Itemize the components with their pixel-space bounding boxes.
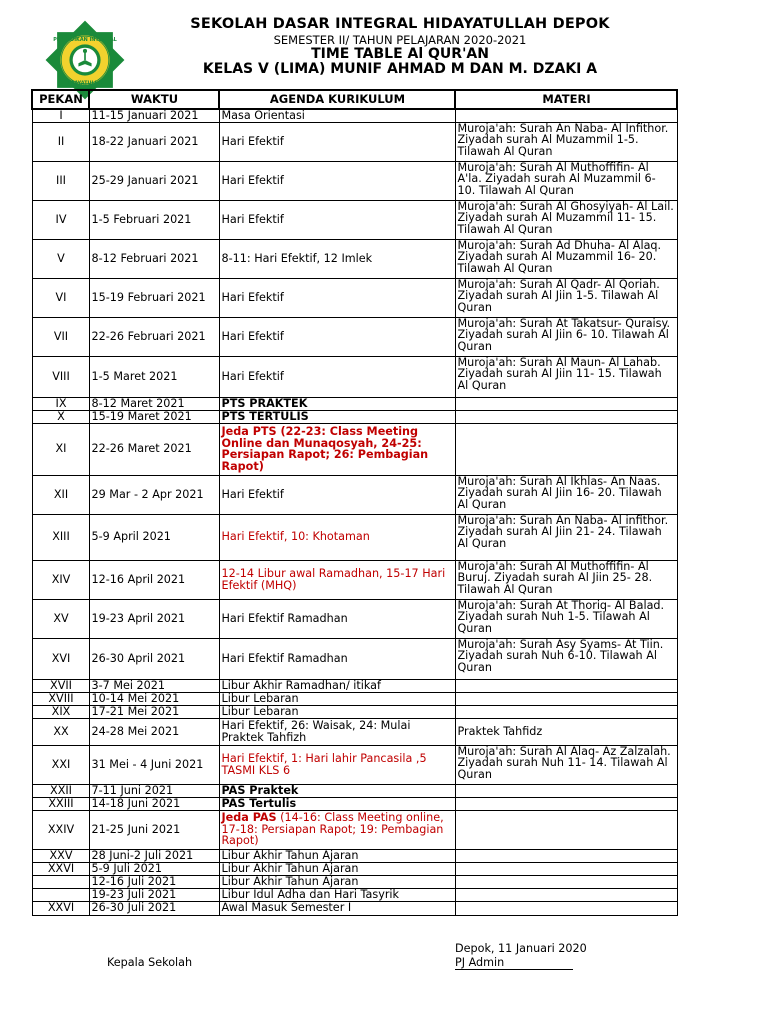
waktu-cell: 22-26 Februari 2021 — [89, 317, 219, 356]
agenda-cell: Hari Efektif, 10: Khotaman — [219, 514, 455, 560]
agenda-cell: Libur Akhir Tahun Ajaran — [219, 862, 455, 875]
waktu-cell: 26-30 Juli 2021 — [89, 901, 219, 915]
agenda-cell: Hari Efektif Ramadhan — [219, 638, 455, 679]
waktu-cell: 21-25 Juni 2021 — [89, 810, 219, 849]
table-row — [32, 862, 677, 875]
agenda-bold-prefix: Jeda PAS — [221, 811, 277, 825]
logo-text-top: PENDIDIKAN INTEGRAL — [53, 37, 117, 44]
pekan-cell: XXVI — [32, 862, 89, 875]
agenda-cell: Jeda PTS (22-23: Class Meeting Online dan Munaqosyah, 24-25: Persiapan Rapot; 26: Pembagian Rapot) — [219, 423, 455, 475]
materi-cell — [455, 109, 677, 122]
pekan-cell: VI — [32, 278, 89, 317]
semester-line: SEMESTER II/ TAHUN PELAJARAN 2020-2021 — [273, 33, 527, 47]
table-row — [32, 317, 677, 356]
waktu-cell: 29 Mar - 2 Apr 2021 — [89, 475, 219, 514]
waktu-cell: 28 Juni-2 Juli 2021 — [89, 849, 219, 862]
materi-cell: Praktek Tahfidz — [455, 718, 677, 745]
agenda-cell: Hari Efektif Ramadhan — [219, 599, 455, 638]
pekan-cell: II — [32, 122, 89, 161]
table-row — [32, 692, 677, 705]
materi-cell: Muroja'ah: Surah Al Maun- Al Lahab. Ziyadah surah Al Jiin 11- 15. Tilawah Al Quran — [455, 356, 677, 397]
waktu-cell: 31 Mei - 4 Juni 2021 — [89, 745, 219, 784]
table-row — [32, 638, 677, 679]
agenda-cell: Libur Lebaran — [219, 692, 455, 705]
materi-cell — [455, 679, 677, 692]
materi-cell — [455, 784, 677, 797]
waktu-cell: 5-9 April 2021 — [89, 514, 219, 560]
agenda-cell: Hari Efektif — [219, 356, 455, 397]
pekan-cell: XVIII — [32, 692, 89, 705]
table-header-row — [32, 90, 677, 109]
waktu-cell: 1-5 Maret 2021 — [89, 356, 219, 397]
agenda-cell: Hari Efektif — [219, 200, 455, 239]
column-header-agenda: AGENDA KURIKULUM — [219, 90, 455, 109]
agenda-cell: Hari Efektif — [219, 122, 455, 161]
agenda-cell: Hari Efektif — [219, 161, 455, 200]
waktu-cell: 12-16 Juli 2021 — [89, 875, 219, 888]
pekan-cell: XVI — [32, 638, 89, 679]
agenda-cell: Libur Idul Adha dan Hari Tasyrik — [219, 888, 455, 901]
pekan-cell: XXII — [32, 784, 89, 797]
table-row — [32, 849, 677, 862]
materi-cell: Muroja'ah: Surah Ad Dhuha- Al Alaq. Ziyadah surah Al Muzammil 16- 20. Tilawah Al Quran — [455, 239, 677, 278]
waktu-cell: 26-30 April 2021 — [89, 638, 219, 679]
table-row — [32, 901, 677, 915]
materi-cell: Muroja'ah: Surah Al Muthoffifin- Al Buruj. Ziyadah surah Al Jiin 25- 28. Tilawah Al Quran — [455, 560, 677, 599]
pekan-cell — [32, 875, 89, 888]
column-header-materi: MATERI — [455, 90, 677, 109]
pekan-cell: XVII — [32, 679, 89, 692]
pekan-cell: XXV — [32, 849, 89, 862]
pekan-cell: IX — [32, 397, 89, 410]
materi-cell — [455, 810, 677, 849]
pekan-cell: XV — [32, 599, 89, 638]
waktu-cell: 14-18 Juni 2021 — [89, 797, 219, 810]
table-row — [32, 888, 677, 901]
signature-admin-label: PJ Admin — [455, 956, 573, 970]
agenda-cell: Hari Efektif — [219, 317, 455, 356]
waktu-cell: 19-23 Juli 2021 — [89, 888, 219, 901]
pekan-cell: XXIV — [32, 810, 89, 849]
table-row — [32, 718, 677, 745]
pekan-cell: XII — [32, 475, 89, 514]
agenda-cell: Hari Efektif, 1: Hari lahir Pancasila ,5 TASMI KLS 6 — [219, 745, 455, 784]
materi-cell: Muroja'ah: Surah An Naba- Al Infithor. Ziyadah surah Al Muzammil 1-5. Tilawah Al Quran — [455, 122, 677, 161]
materi-cell: Muroja'ah: Surah Al Qadr- Al Qoriah. Ziyadah surah Al Jiin 1-5. Tilawah Al Quran — [455, 278, 677, 317]
materi-cell: Muroja'ah: Surah Al Muthoffifin- Al A'la. Ziyadah surah Al Muzammil 6- 10. Tilawah Al Quran — [455, 161, 677, 200]
table-row — [32, 397, 677, 410]
logo-text-bottom: HIDAYATULLAH — [64, 80, 106, 87]
agenda-cell: 12-14 Libur awal Ramadhan, 15-17 Hari Efektif (MHQ) — [219, 560, 455, 599]
table-row — [32, 109, 677, 122]
materi-cell — [455, 862, 677, 875]
table-row — [32, 239, 677, 278]
table-row — [32, 356, 677, 397]
agenda-cell: 8-11: Hari Efektif, 12 Imlek — [219, 239, 455, 278]
waktu-cell: 12-16 April 2021 — [89, 560, 219, 599]
pekan-cell: XX — [32, 718, 89, 745]
waktu-cell: 18-22 Januari 2021 — [89, 122, 219, 161]
agenda-detail: (14-16: Class Meeting online, 17-18: Persiapan Rapot; 19: Pembagian Rapot) — [221, 811, 444, 848]
agenda-cell: Libur Akhir Ramadhan/ itikaf — [219, 679, 455, 692]
class-line: KELAS V (LIMA) MUNIF AHMAD M DAN M. DZAKI A — [202, 61, 598, 77]
agenda-cell: Libur Akhir Tahun Ajaran — [219, 875, 455, 888]
agenda-cell — [219, 810, 455, 849]
materi-cell — [455, 797, 677, 810]
column-header-waktu: WAKTU — [89, 90, 219, 109]
agenda-cell: PTS PRAKTEK — [219, 397, 455, 410]
waktu-cell: 5-9 Juli 2021 — [89, 862, 219, 875]
waktu-cell: 15-19 Februari 2021 — [89, 278, 219, 317]
table-row — [32, 705, 677, 718]
table-row — [32, 514, 677, 560]
column-header-pekan: PEKAN — [32, 90, 89, 109]
pekan-cell: XXVI — [32, 901, 89, 915]
table-row — [32, 475, 677, 514]
waktu-cell: 19-23 April 2021 — [89, 599, 219, 638]
school-name: SEKOLAH DASAR INTEGRAL HIDAYATULLAH DEPOK — [190, 16, 610, 32]
table-row — [32, 599, 677, 638]
pekan-cell: XI — [32, 423, 89, 475]
waktu-cell: 11-15 Januari 2021 — [89, 109, 219, 122]
pekan-cell: X — [32, 410, 89, 423]
materi-cell: Muroja'ah: Surah Asy Syams- At Tiin. Ziyadah surah Nuh 6-10. Tilawah Al Quran — [455, 638, 677, 679]
pekan-cell: XXIII — [32, 797, 89, 810]
pekan-cell — [32, 888, 89, 901]
table-row — [32, 423, 677, 475]
waktu-cell: 7-11 Juni 2021 — [89, 784, 219, 797]
table-row — [32, 122, 677, 161]
materi-cell — [455, 849, 677, 862]
agenda-cell: Hari Efektif — [219, 475, 455, 514]
agenda-cell: Masa Orientasi — [219, 109, 455, 122]
materi-cell — [455, 888, 677, 901]
pekan-cell: XIII — [32, 514, 89, 560]
agenda-cell: PAS Praktek — [219, 784, 455, 797]
pekan-cell: XIV — [32, 560, 89, 599]
table-row — [32, 875, 677, 888]
pekan-cell: I — [32, 109, 89, 122]
agenda-cell: Hari Efektif, 26: Waisak, 24: Mulai Praktek Tahfizh — [219, 718, 455, 745]
materi-cell: Muroja'ah: Surah Al Alaq- Az Zalzalah. Ziyadah surah Nuh 11- 14. Tilawah Al Quran — [455, 745, 677, 784]
pekan-cell: III — [32, 161, 89, 200]
table-row — [32, 200, 677, 239]
materi-cell: Muroja'ah: Surah Al Ikhlas- An Naas. Ziyadah surah Al Jiin 16- 20. Tilawah Al Quran — [455, 475, 677, 514]
table-row — [32, 161, 677, 200]
waktu-cell: 8-12 Maret 2021 — [89, 397, 219, 410]
waktu-cell: 22-26 Maret 2021 — [89, 423, 219, 475]
agenda-cell: Libur Akhir Tahun Ajaran — [219, 849, 455, 862]
pekan-cell: XXI — [32, 745, 89, 784]
waktu-cell: 10-14 Mei 2021 — [89, 692, 219, 705]
materi-cell: Muroja'ah: Surah Al Ghosyiyah- Al Lail. Ziyadah surah Al Muzammil 11- 15. Tilawah Al Quran — [455, 200, 677, 239]
table-row — [32, 410, 677, 423]
materi-cell: Muroja'ah: Surah An Naba- Al infithor. Ziyadah surah Al Jiin 21- 24. Tilawah Al Quran — [455, 514, 677, 560]
pekan-cell: IV — [32, 200, 89, 239]
waktu-cell: 3-7 Mei 2021 — [89, 679, 219, 692]
pekan-cell: VII — [32, 317, 89, 356]
waktu-cell: 24-28 Mei 2021 — [89, 718, 219, 745]
materi-cell — [455, 705, 677, 718]
waktu-cell: 1-5 Februari 2021 — [89, 200, 219, 239]
document-title: TIME TABLE Al QUR'AN — [311, 46, 489, 62]
materi-cell — [455, 901, 677, 915]
materi-cell — [455, 397, 677, 410]
table-row — [32, 784, 677, 797]
agenda-cell: PAS Tertulis — [219, 797, 455, 810]
materi-cell — [455, 875, 677, 888]
table-row — [32, 810, 677, 849]
waktu-cell: 15-19 Maret 2021 — [89, 410, 219, 423]
table-row — [32, 797, 677, 810]
pekan-cell: XIX — [32, 705, 89, 718]
agenda-cell: Libur Lebaran — [219, 705, 455, 718]
waktu-cell: 8-12 Februari 2021 — [89, 239, 219, 278]
pekan-cell: V — [32, 239, 89, 278]
table-row — [32, 745, 677, 784]
table-row — [32, 679, 677, 692]
materi-cell: Muroja'ah: Surah At Takatsur- Quraisy. Ziyadah surah Al Jiin 6- 10. Tilawah Al Quran — [455, 317, 677, 356]
materi-cell — [455, 692, 677, 705]
agenda-cell: Hari Efektif — [219, 278, 455, 317]
signature-place-date: Depok, 11 Januari 2020 — [455, 942, 587, 955]
materi-cell — [455, 410, 677, 423]
waktu-cell: 17-21 Mei 2021 — [89, 705, 219, 718]
agenda-cell: Awal Masuk Semester I — [219, 901, 455, 915]
timetable — [31, 89, 678, 916]
pekan-cell: VIII — [32, 356, 89, 397]
materi-cell — [455, 423, 677, 475]
materi-cell: Muroja'ah: Surah At Thoriq- Al Balad. Ziyadah surah Nuh 1-5. Tilawah Al Quran — [455, 599, 677, 638]
table-row — [32, 278, 677, 317]
table-row — [32, 560, 677, 599]
waktu-cell: 25-29 Januari 2021 — [89, 161, 219, 200]
signature-headmaster-label: Kepala Sekolah — [107, 956, 193, 969]
agenda-cell: PTS TERTULIS — [219, 410, 455, 423]
